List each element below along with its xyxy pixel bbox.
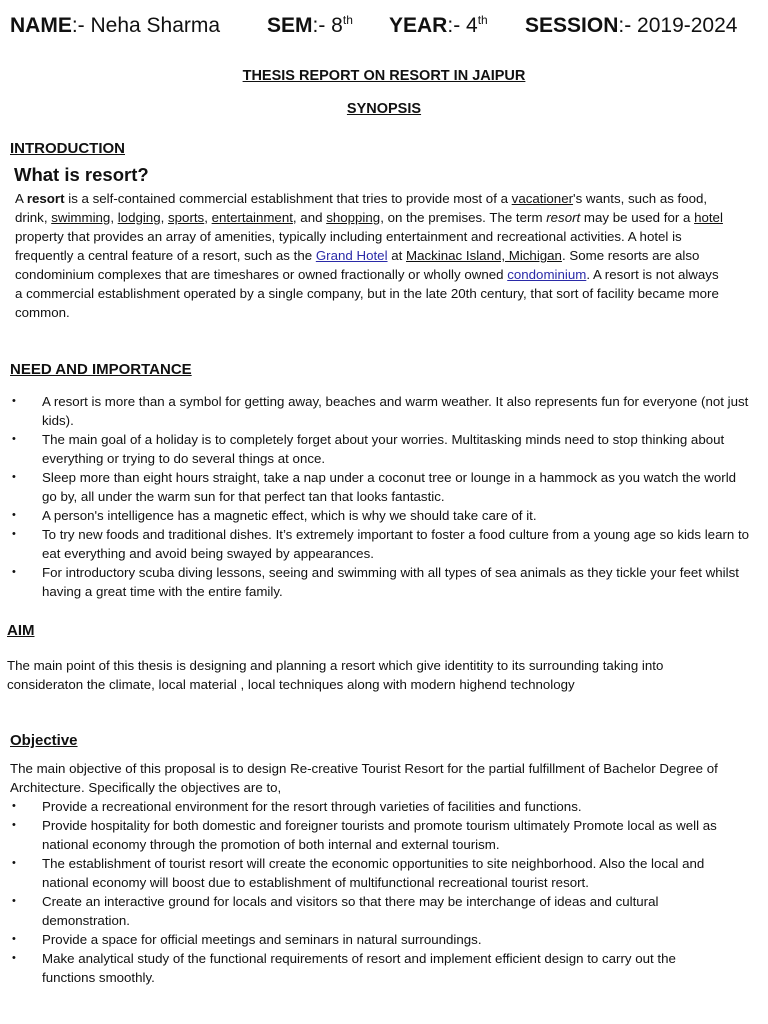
year-suffix: th	[477, 13, 488, 27]
bullet-icon: •	[12, 471, 16, 483]
entertainment-link[interactable]: entertainment	[211, 210, 293, 225]
name-field	[10, 14, 220, 38]
year-value: :- 4	[447, 14, 478, 37]
bullet-icon: •	[12, 528, 16, 540]
hotel-link[interactable]: hotel	[694, 210, 723, 225]
session-label: SESSION	[525, 14, 619, 37]
sem-suffix: th	[342, 13, 353, 27]
list-item: • The main goal of a holiday is to completely forget about your worries. Multitasking minds need to stop thinking about everything or trying to do several things at once.	[12, 432, 725, 466]
need-importance-list	[10, 392, 752, 601]
bullet-icon: •	[12, 509, 16, 521]
bullet-icon: •	[12, 800, 16, 812]
aim-paragraph: The main point of this thesis is designing and planning a resort which give identitity to its surrounding taking into consideraton the climate, local material , local techniques along with modern highend technology	[7, 658, 664, 692]
student-info-header	[10, 14, 760, 44]
list-item: • Create an interactive ground for locals and visitors so that there may be interchange of ideas and cultural demonstration.	[12, 894, 659, 928]
list-item: • Provide a recreational environment for the resort through varieties of facilities and functions.	[12, 799, 582, 814]
list-item: • Provide hospitality for both domestic and foreigner tourists and promote tourism ultimately Promote local as well as national economy through the promotion of both internal and external tourism.	[12, 818, 717, 852]
synopsis-title: SYNOPSIS	[346, 101, 422, 117]
introduction-heading: INTRODUCTION	[10, 140, 125, 157]
condominium-link[interactable]: condominium	[507, 267, 587, 282]
list-item: • Sleep more than eight hours straight, take a nap under a coconut tree or lounge in a hammock as you watch the world go by, all under the warm sun for that perfect tan that looks fantastic.	[12, 470, 737, 504]
lodging-link[interactable]: lodging	[117, 210, 161, 225]
session-value: :- 2019-2024	[618, 14, 738, 37]
bullet-icon: •	[12, 433, 16, 445]
report-title: THESIS REPORT ON RESORT IN JAIPUR	[242, 68, 526, 84]
bullet-icon: •	[12, 395, 16, 407]
resort-term: resort	[26, 191, 65, 206]
sports-link[interactable]: sports	[168, 210, 205, 225]
bullet-icon: •	[12, 819, 16, 831]
objective-heading: Objective	[10, 732, 78, 749]
shopping-link[interactable]: shopping	[326, 210, 381, 225]
bullet-icon: •	[12, 857, 16, 869]
introduction-paragraph: A resort is a self-contained commercial establishment that tries to provide most of a vacationer's wants, such as food, drink, swimming, lodging, sports, entertainment, and shopping, on the premises. The term resort may be used for a hotel property that provides an array of amenities, typically including entertainment and recreational activities. A hotel is frequently a central feature of a resort, such as the Grand Hotel at Mackinac Island, Michigan. Some resorts are also condominium complexes that are timeshares or owned fractionally or wholly owned condominium. A resort is not always a commercial establishment operated by a single company, but in the late 20th century, that sort of facility became more common.	[15, 191, 723, 320]
aim-heading: AIM	[7, 622, 35, 639]
objective-intro: The main objective of this proposal is to design Re-creative Tourist Resort for the partial fulfillment of Bachelor Degree of Architecture. Specifically the objectives are to,	[10, 761, 718, 795]
bullet-icon: •	[12, 933, 16, 945]
bullet-icon: •	[12, 895, 16, 907]
name-label: NAME	[10, 14, 72, 37]
list-item: • For introductory scuba diving lessons, seeing and swimming with all types of sea animals as they tickle your feet whilst having a great time with the entire family.	[12, 565, 739, 599]
sem-field	[267, 14, 353, 38]
sem-value: :- 8	[312, 14, 343, 37]
list-item: • A person's intelligence has a magnetic effect, which is why we should take care of it.	[12, 508, 537, 523]
list-item: • Make analytical study of the functional requirements of resort and implement efficient design to carry out the functions smoothly.	[12, 951, 676, 985]
grand-hotel-link[interactable]: Grand Hotel	[315, 248, 388, 263]
name-value: :- Neha Sharma	[71, 14, 221, 37]
session-field	[525, 14, 737, 38]
what-is-resort-subheading: What is resort?	[14, 164, 149, 185]
list-item: • Provide a space for official meetings and seminars in natural surroundings.	[12, 932, 482, 947]
bullet-icon: •	[12, 952, 16, 964]
need-importance-heading: NEED AND IMPORTANCE	[10, 361, 192, 378]
sem-label: SEM	[267, 14, 313, 37]
list-item: • To try new foods and traditional dishes. It’s extremely important to foster a food culture from a young age so kids learn to eat everything and avoid being swayed by appearances.	[12, 527, 750, 561]
vacationer-link[interactable]: vacationer	[511, 191, 574, 206]
resort-italic-term: resort	[546, 210, 581, 225]
objective-list	[10, 797, 722, 987]
mackinac-island-link[interactable]: Mackinac Island, Michigan	[406, 248, 562, 263]
list-item: • A resort is more than a symbol for getting away, beaches and warm weather. It also represents fun for everyone (not just kids).	[12, 394, 749, 428]
bullet-icon: •	[12, 566, 16, 578]
year-field	[389, 14, 488, 38]
year-label: YEAR	[389, 14, 448, 37]
swimming-link[interactable]: swimming	[51, 210, 111, 225]
list-item: • The establishment of tourist resort will create the economic opportunities to site neighborhood. Also the local and national economy will boost due to establishment of multifunctional recreational tourist resort.	[12, 856, 705, 890]
